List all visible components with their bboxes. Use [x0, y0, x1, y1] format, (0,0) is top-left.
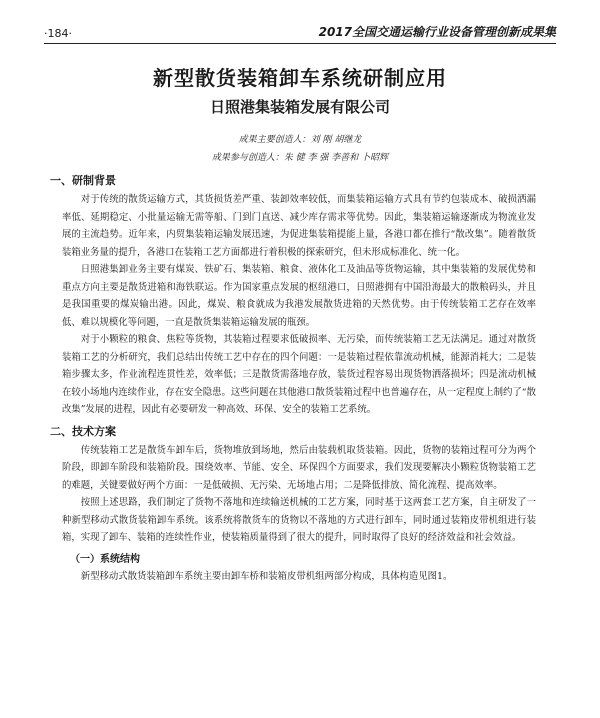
paragraph: 新型移动式散货装箱卸车系统主要由卸车桥和装箱皮带机组两部分构成，具体构造见图1。	[80, 570, 453, 582]
paragraph: 对于传统的散货运输方式，其货损货差严重、装卸效率较低，而集装箱运输方式具有节约包装成本、破损洒漏率低、延期稳定、小批量运输无需等船、门到门直送、减少库存需求等优势。因此，集装箱运输逐渐成为物流业发展的主流趋势。近年来，内贸集装箱运输发展迅速，为促进集装箱提能上量，各港口都在推行“散改集”。随着散货装箱业务量的提升，各港口在装箱工艺方面都进行着积极的探索研究，但未形成标准化、统一化。	[62, 194, 536, 258]
subsection-heading: （一）系统结构	[70, 553, 140, 565]
article-body	[50, 172, 536, 585]
paragraph: 对于小颗粒的粮食、焦粒等货物，其装箱过程要求低破损率、无污染，而传统装箱工艺无法满足。通过对散货装箱工艺的分析研究，我们总结出传统工艺中存在的四个问题：一是装箱过程依靠流动机械，能源消耗大；二是装箱步骤太多，作业流程连贯性差，效率低；三是散货需落地存放，装货过程容易出现货物洒落损坏；四是流动机械在较小场地内连续作业，存在安全隐患。这些问题在其他港口散货装箱过程中也普遍存在，从一定程度上制约了“散改集”发展的进程，因此有必要研发一种高效、环保、安全的装箱工艺系统。	[62, 334, 536, 415]
main-creators: 成果主要创造人：刘 刚 胡继龙	[238, 135, 362, 145]
paragraph: 传统装箱工艺是散货车卸车后，货物堆放到场地，然后由装载机取货装箱。因此，货物的装箱过程可分为两个阶段，即卸车阶段和装箱阶段。围绕效率、节能、安全、环保四个方面要求，我们发现要解决小颗粒货物装箱工艺的难题，关键要做好两个方面：一是低破损、无污染、无场地占用；二是降低排放、简化流程、提高效率。	[62, 444, 536, 491]
journal-title: 2017全国交通运输行业设备管理创新成果集	[318, 25, 556, 39]
page-number: ·184·	[44, 27, 72, 40]
organization-name: 日照港集装箱发展有限公司	[209, 98, 390, 116]
paragraph: 日照港集卸业务主要有煤炭、铁矿石、集装箱、粮食、液体化工及油品等货物运输，其中集装箱的发展优势和重点方向主要是散货进箱和海铁联运。作为国家重点发展的枢纽港口，日照港拥有中国沿海最大的散粮码头，并且是我国重要的煤炭输出港。因此，煤炭、粮食就成为我港发展散货进箱的天然优势。由于传统装箱工艺存在效率低、难以规模化等问题，一直是散货集装箱运输发展的瓶颈。	[62, 264, 536, 328]
paragraph: 按照上述思路，我们制定了货物不落地和连续输送机械的工艺方案，同时基于这两套工艺方案，自主研发了一种新型移动式散货装箱卸车系统。该系统将散货车的货物以不落地的方式进行卸车，同时通过装箱皮带机组进行装箱，实现了卸车、装箱的连续性作业，使装箱质量得到了很大的提升，同时取得了良好的经济效益和社会效益。	[62, 497, 536, 543]
participant-creators: 成果参与创造人：朱 健 李 强 李善和 卜昭辉	[211, 153, 389, 163]
article-title: 新型散货装箱卸车系统研制应用	[153, 66, 447, 90]
section-heading-technical: 二、技术方案	[50, 424, 116, 438]
running-header	[44, 22, 556, 44]
section-heading-background: 一、研制背景	[50, 174, 116, 187]
